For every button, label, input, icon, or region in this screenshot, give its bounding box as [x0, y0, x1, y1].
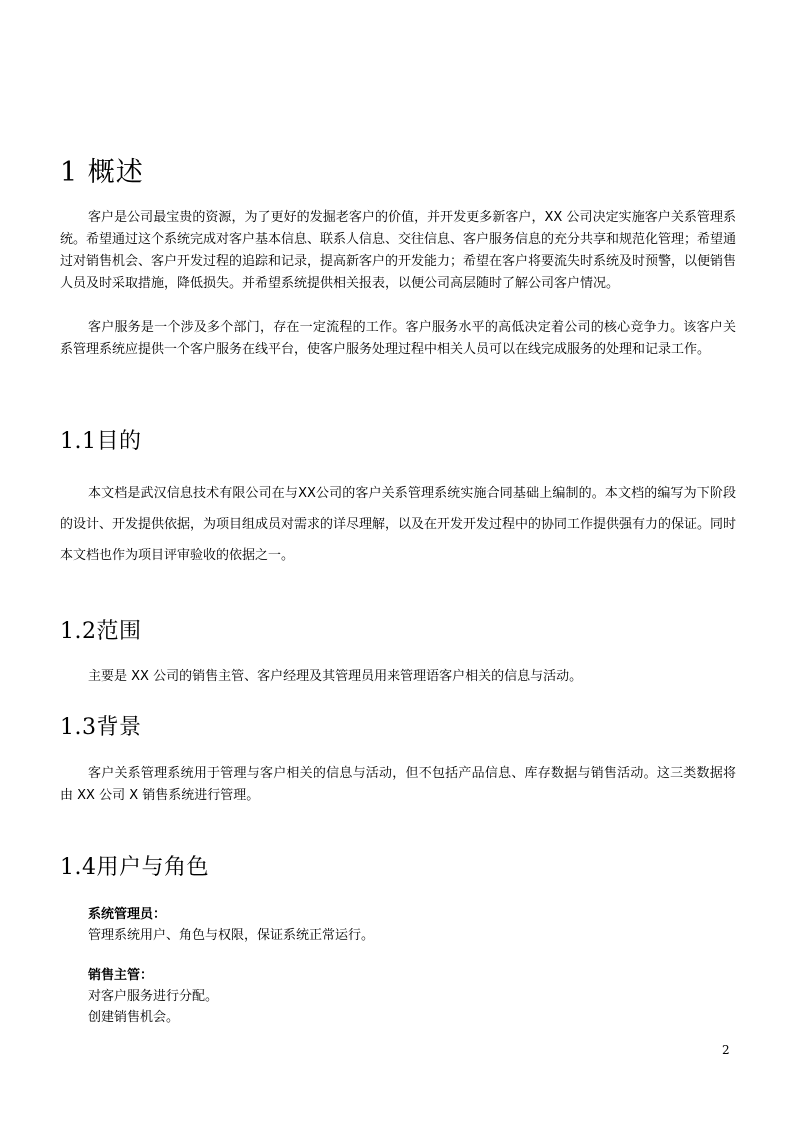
role-duty: 创建销售机会。: [88, 1010, 180, 1025]
scope-heading: 1.2范围: [60, 619, 142, 644]
background-paragraph: 客户关系管理系统用于管理与客户相关的信息与活动，但不包括产品信息、库存数据与销售活动。这三类数据将由 XX 公司 X 销售系统进行管理。: [60, 766, 736, 803]
purpose-paragraph: 本文档是武汉信息技术有限公司在与XX公司的客户关系管理系统实施合同基础上编制的。本文档的编写为下阶段的设计、开发提供依据，为项目组成员对需求的详尽理解，以及在开发开发过程中的协同工作提供强有力的保证。同时本文档也作为项目评审验收的依据之一。: [60, 486, 737, 563]
role-duty: 对客户服务进行分配。: [88, 989, 219, 1004]
scope-paragraph: 主要是 XX 公司的销售主管、客户经理及其管理员用来管理语客户相关的信息与活动。: [88, 669, 583, 684]
role-duty: 管理系统用户、角色与权限，保证系统正常运行。: [88, 928, 375, 943]
page-number: 2: [722, 1043, 730, 1057]
role-system-admin: [88, 904, 728, 946]
role-sales-manager: [88, 965, 728, 1028]
users-roles-heading: 1.4用户与角色: [60, 855, 209, 880]
overview-heading: 1 概述: [60, 157, 144, 188]
role-title: 系统管理员：: [88, 907, 167, 922]
overview-paragraph-1: 客户是公司最宝贵的资源，为了更好的发掘老客户的价值，并开发更多新客户，XX 公司决定实施客户关系管理系统。希望通过这个系统完成对客户基本信息、联系人信息、交往信息、客户服务信息的充分共享和规范化管理；希望通过对销售机会、客户开发过程的追踪和记录，提高新客户的开发能力；希望在客户将要流失时系统及时预警，以便销售人员及时采取措施，降低损失。并希望系统提供相关报表，以便公司高层随时了解公司客户情况。: [60, 210, 737, 291]
background-heading: 1.3背景: [60, 715, 142, 740]
purpose-heading: 1.1目的: [60, 429, 142, 454]
overview-paragraph-2: 客户服务是一个涉及多个部门，存在一定流程的工作。客户服务水平的高低决定着公司的核心竞争力。该客户关系管理系统应提供一个客户服务在线平台，使客户服务处理过程中相关人员可以在线完成服务的处理和记录工作。: [60, 320, 736, 357]
role-title: 销售主管：: [88, 968, 154, 983]
